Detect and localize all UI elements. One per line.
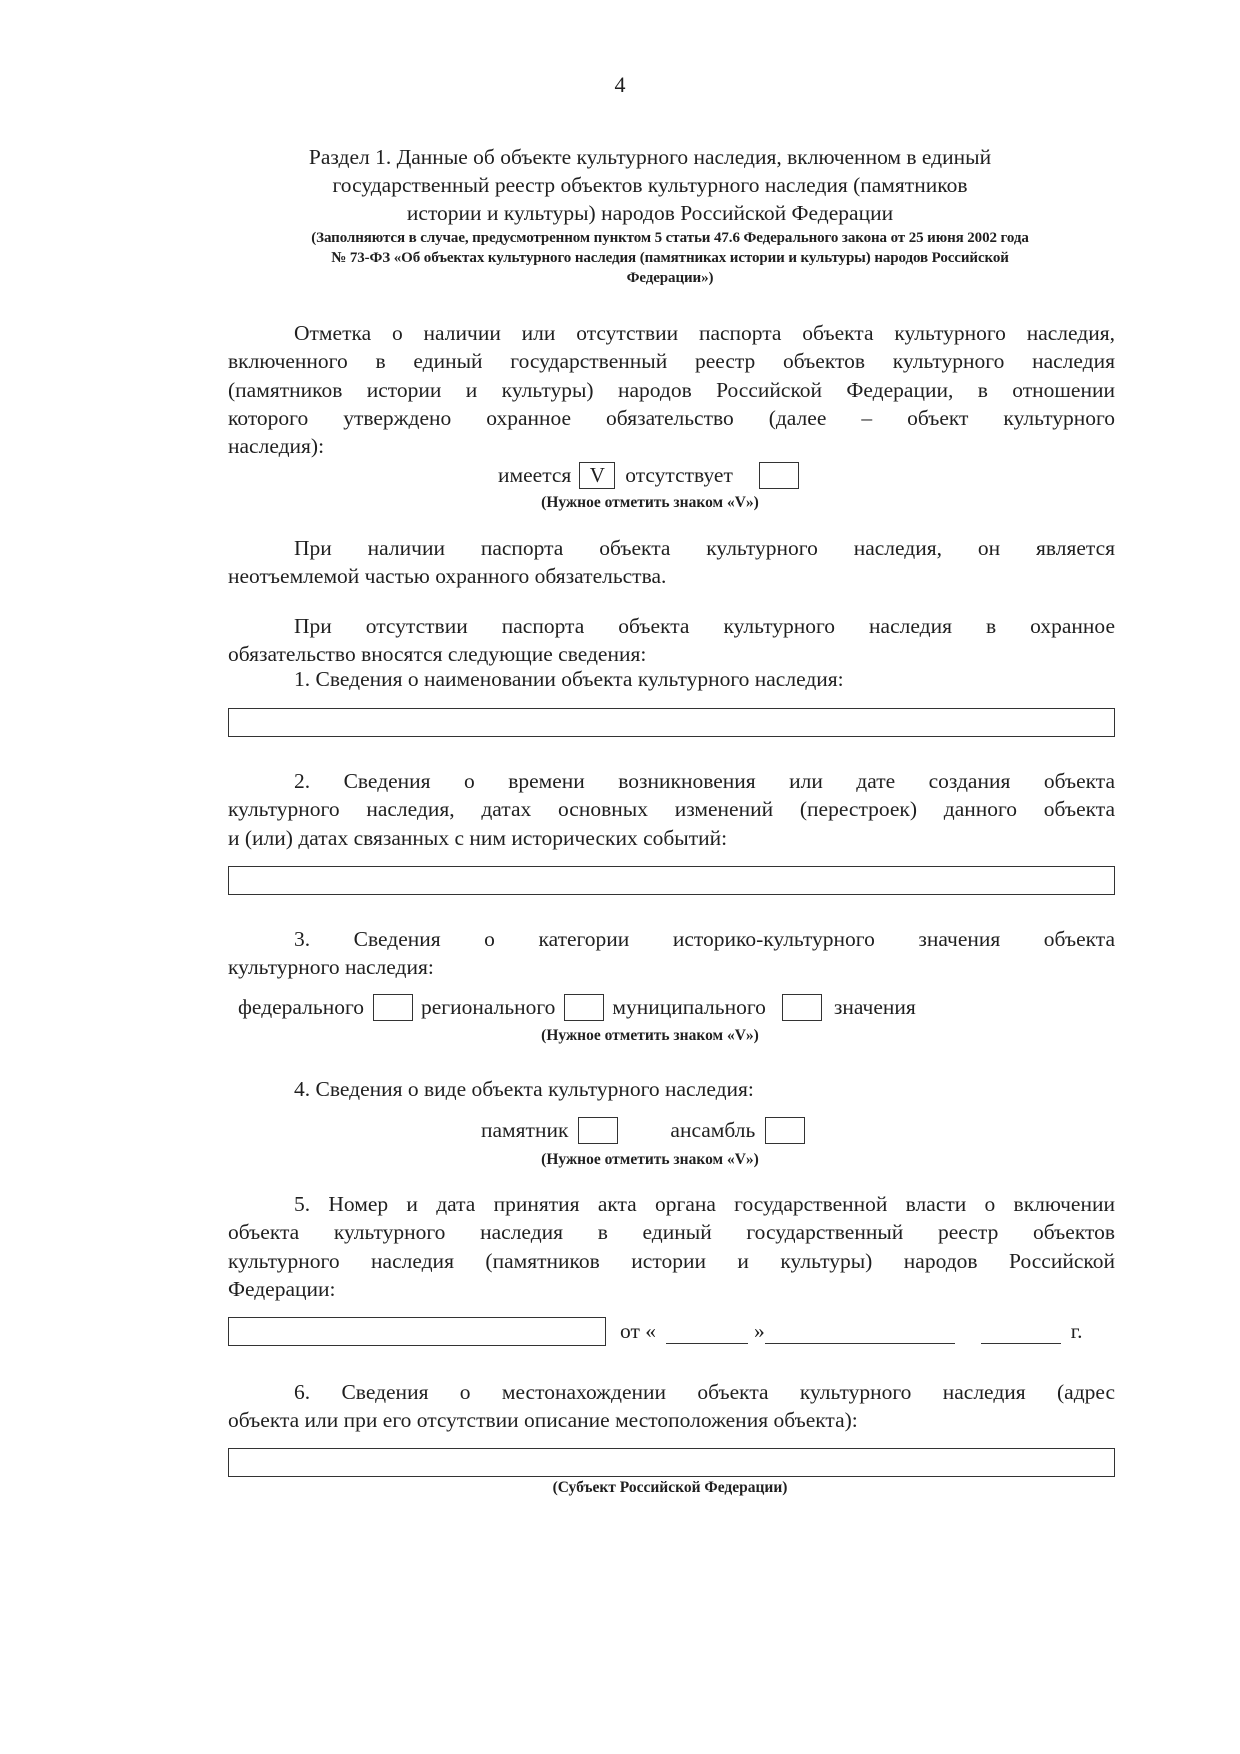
monument-checkbox[interactable] bbox=[578, 1117, 618, 1144]
paragraph-line: 6. Сведения о местонахождении объекта культурного наследия (адрес bbox=[294, 1380, 1115, 1404]
act-row bbox=[228, 1317, 1083, 1346]
paragraph-line: культурного наследия (памятников истории и культуры) народов Российской bbox=[228, 1248, 1115, 1273]
absence-paragraph bbox=[228, 612, 1115, 669]
paragraph-line: обязательство вносятся следующие сведения: bbox=[228, 642, 647, 667]
act-year-field[interactable] bbox=[981, 1319, 1061, 1344]
quote-close: » bbox=[754, 1319, 765, 1343]
presence-paragraph bbox=[228, 534, 1115, 591]
paragraph-line: (памятников истории и культуры) народов Российской Федерации, в отношении bbox=[228, 377, 1115, 402]
section-title bbox=[200, 143, 1100, 227]
item2-paragraph bbox=[228, 767, 1115, 852]
category-hint: (Нужное отметить знаком «V») bbox=[541, 1027, 759, 1044]
paragraph-line: При отсутствии паспорта объекта культурного наследия в охранное bbox=[294, 614, 1115, 638]
from-label: от « bbox=[620, 1319, 656, 1343]
section-note-line: Федерации») bbox=[626, 270, 714, 286]
has-passport-label: имеется bbox=[498, 463, 572, 487]
federal-label: федерального bbox=[238, 995, 364, 1019]
paragraph-line: 5. Номер и дата принятия акта органа государственной власти о включении bbox=[294, 1192, 1115, 1216]
item5-paragraph bbox=[228, 1190, 1115, 1303]
location-field[interactable] bbox=[228, 1448, 1115, 1477]
object-name-field[interactable] bbox=[228, 708, 1115, 737]
item1-label: 1. Сведения о наименовании объекта культурного наследия: bbox=[294, 667, 844, 691]
category-options bbox=[238, 994, 916, 1021]
type-options bbox=[481, 1117, 805, 1144]
act-month-field[interactable] bbox=[765, 1319, 955, 1344]
paragraph-line: При наличии паспорта объекта культурного наследия, он является bbox=[294, 536, 1115, 560]
year-suffix: г. bbox=[1070, 1319, 1083, 1343]
ensemble-label: ансамбль bbox=[670, 1118, 756, 1142]
regional-checkbox[interactable] bbox=[564, 994, 604, 1021]
paragraph-line: наследия): bbox=[228, 434, 325, 459]
item4-label: 4. Сведения о виде объекта культурного наследия: bbox=[294, 1077, 754, 1101]
paragraph-line: культурного наследия, датах основных изменений (перестроек) данного объекта bbox=[228, 797, 1115, 822]
has-passport-checkbox[interactable]: V bbox=[579, 462, 615, 489]
municipal-label: муниципального bbox=[612, 995, 766, 1019]
passport-hint: (Нужное отметить знаком «V») bbox=[541, 494, 759, 511]
type-hint: (Нужное отметить знаком «V») bbox=[541, 1151, 759, 1168]
paragraph-line: культурного наследия: bbox=[228, 955, 434, 980]
absent-passport-label: отсутствует bbox=[625, 463, 733, 487]
paragraph-line: 3. Сведения о категории историко-культурного значения объекта bbox=[294, 927, 1115, 951]
paragraph-line: объекта культурного наследия в единый государственный реестр объектов bbox=[228, 1220, 1115, 1245]
passport-options bbox=[498, 462, 799, 489]
act-number-field[interactable] bbox=[228, 1317, 606, 1346]
ensemble-checkbox[interactable] bbox=[765, 1117, 805, 1144]
paragraph-line: 2. Сведения о времени возникновения или дате создания объекта bbox=[294, 769, 1115, 793]
federal-checkbox[interactable] bbox=[373, 994, 413, 1021]
monument-label: памятник bbox=[481, 1118, 569, 1142]
section-title-line: Раздел 1. Данные об объекте культурного наследия, включенном в единый bbox=[308, 145, 992, 169]
paragraph-line: Федерации: bbox=[228, 1276, 336, 1301]
regional-label: регионального bbox=[420, 995, 556, 1019]
section-note bbox=[200, 228, 1140, 288]
section-title-line: истории и культуры) народов Российской Федерации bbox=[406, 201, 894, 225]
act-day-field[interactable] bbox=[666, 1319, 748, 1344]
paragraph-line: Отметка о наличии или отсутствии паспорта объекта культурного наследия, bbox=[294, 321, 1115, 345]
item6-paragraph bbox=[228, 1378, 1115, 1435]
creation-date-field[interactable] bbox=[228, 866, 1115, 895]
paragraph-line: включенного в единый государственный реестр объектов культурного наследия bbox=[228, 349, 1115, 374]
location-caption: (Субъект Российской Федерации) bbox=[552, 1479, 788, 1496]
municipal-checkbox[interactable] bbox=[782, 994, 822, 1021]
section-note-line: № 73-ФЗ «Об объектах культурного наследия (памятниках истории и культуры) народов Российской bbox=[331, 250, 1009, 266]
significance-label: значения bbox=[833, 995, 916, 1019]
section-title-line: государственный реестр объектов культурного наследия (памятников bbox=[332, 173, 968, 197]
paragraph-line: которого утверждено охранное обязательство (далее – объект культурного bbox=[228, 405, 1115, 430]
section-note-line: (Заполняются в случае, предусмотренном пунктом 5 статьи 47.6 Федерального закона от 25 июня 2002 года bbox=[311, 230, 1029, 246]
paragraph-line: и (или) датах связанных с ним исторических событий: bbox=[228, 825, 728, 850]
paragraph-line: объекта или при его отсутствии описание местоположения объекта): bbox=[228, 1408, 858, 1433]
passport-paragraph bbox=[228, 319, 1115, 460]
absent-passport-checkbox[interactable] bbox=[759, 462, 799, 489]
paragraph-line: неотъемлемой частью охранного обязательства. bbox=[228, 564, 667, 589]
page-number: 4 bbox=[614, 72, 626, 97]
item3-paragraph bbox=[228, 925, 1115, 982]
